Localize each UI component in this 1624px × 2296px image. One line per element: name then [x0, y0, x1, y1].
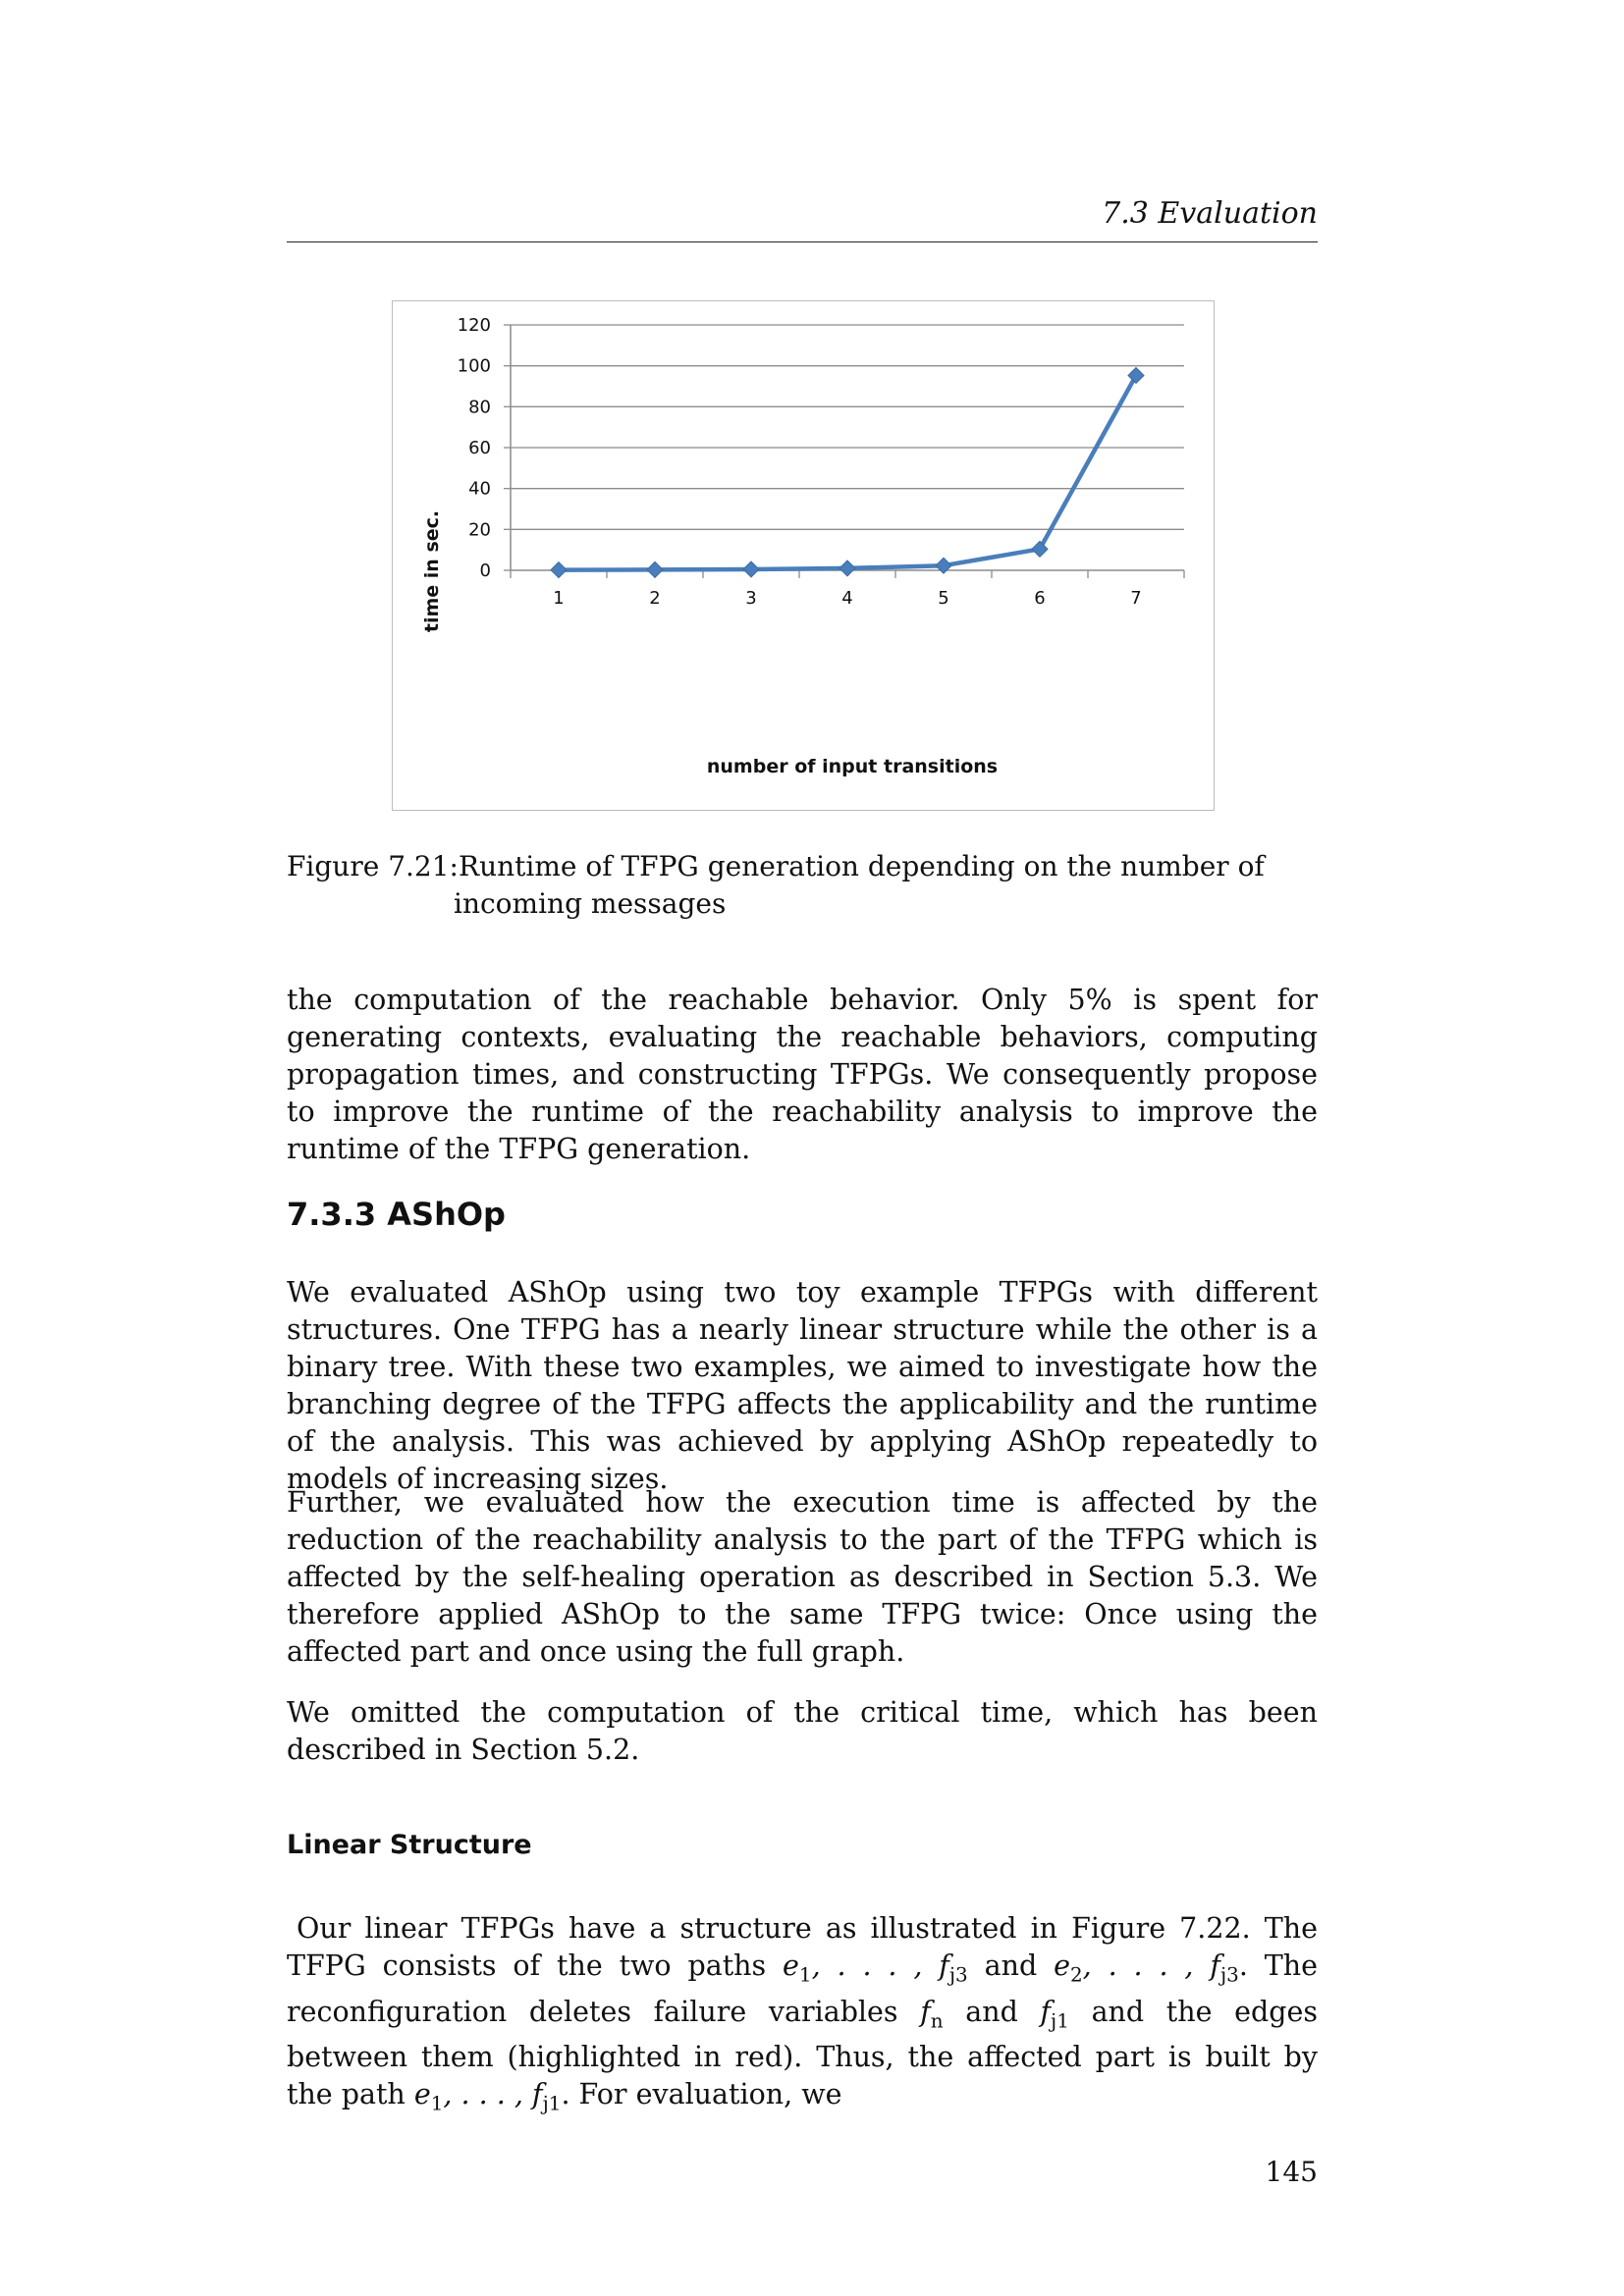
paragraph-linear-structure — [287, 1910, 1318, 2122]
math-e1: e — [783, 1949, 799, 1982]
data-point-1 — [551, 562, 567, 578]
data-point-2 — [647, 561, 663, 577]
math-e1-path-sub: 1 — [430, 2092, 444, 2116]
math-fj3-sub: j3 — [948, 1962, 968, 1987]
math-e1-sub: 1 — [798, 1962, 812, 1987]
paragraph-ashop-intro: We evaluated AShOp using two toy example TFPGs with different structures. One TFPG has a nearly linear structure while the other is a binary tree. With these two examples, we aimed to investigate how the branching degree of the TFPG affects the applicability and the runtime of the analysis. This was achieved by applying AShOp repeatedly to models of increasing sizes. — [287, 1276, 1318, 1495]
p5-text-e: and the edges between them (highlighted in red). Thus, the affected part is built by the path — [287, 1995, 1318, 2111]
chart-series — [551, 367, 1144, 577]
data-point-5 — [936, 558, 951, 573]
caption-text: Runtime of TFPG generation depending on the number of incoming messages — [454, 850, 1265, 920]
x-tick-label-7: 7 — [1130, 588, 1142, 609]
running-header: 7.3 Evaluation — [1102, 196, 1318, 231]
x-tick-label-5: 5 — [938, 588, 949, 609]
y-tick-label-80: 80 — [468, 397, 491, 418]
header-rule — [287, 241, 1318, 242]
y-axis-label: time in sec. — [421, 509, 443, 633]
math-fj1: f — [1040, 1995, 1052, 2028]
y-tick-label-0: 0 — [479, 561, 491, 581]
math-fj3-second-sub: j3 — [1219, 1962, 1239, 1987]
paragraph-reachability: the computation of the reachable behavior. Only 5% is spent for generating contexts, evaluating the reachable behaviors, computing propagation times, and constructing TFPGs. We consequently propose to improve the runtime of the reachability analysis to improve the runtime of the TFPG generation. — [287, 984, 1318, 1165]
subsection-title: Linear Structure — [287, 1830, 532, 1860]
math-fj1-path: , . . . , f — [443, 2078, 543, 2111]
chart-axes — [458, 315, 1184, 609]
p5-text-b: and — [967, 1949, 1055, 1982]
chart-grid — [511, 325, 1184, 529]
p5-text-c: . The reconfiguration deletes failure variables — [287, 1949, 1318, 2028]
paragraph-execution-time: Further, we evaluated how the execution time is affected by the reduction of the reachability analysis to the part of the TFPG which is affected by the self-healing operation as described in Section 5.3. We therefore applied AShOp to the same TFPG twice: Once using the affected part and once using the full graph. — [287, 1486, 1318, 1668]
p5-text-d: and — [943, 1995, 1041, 2028]
math-fj3: , . . . , f — [811, 1949, 949, 1982]
y-tick-label-20: 20 — [468, 519, 491, 541]
x-tick-label-1: 1 — [553, 588, 565, 609]
y-tick-label-120: 120 — [457, 315, 491, 336]
chart-canvas — [393, 301, 1216, 812]
x-tick-label-6: 6 — [1034, 588, 1046, 609]
data-point-3 — [743, 561, 759, 577]
x-tick-label-2: 2 — [649, 588, 661, 609]
x-tick-label-4: 4 — [841, 588, 853, 609]
math-fn: f — [920, 1995, 931, 2028]
y-tick-label-100: 100 — [457, 355, 491, 377]
p5-text-a: Our linear TFPGs have a structure as illustrated in Figure 7.22. The TFPG consists of the two paths — [287, 1912, 1318, 1982]
math-fj1-path-sub: j1 — [542, 2092, 562, 2116]
section-title: 7.3.3 AShOp — [287, 1196, 506, 1233]
x-axis-label: number of input transitions — [706, 756, 999, 777]
math-fn-sub: n — [930, 2008, 944, 2033]
series-line — [559, 375, 1136, 569]
p5-text-f: . For evaluation, we — [561, 2078, 842, 2111]
caption-number: Figure 7.21: — [287, 850, 459, 882]
math-fj3-second: , . . . , f — [1082, 1949, 1220, 1982]
math-e2-sub: 2 — [1069, 1962, 1083, 1987]
y-tick-label-40: 40 — [468, 478, 491, 500]
y-tick-label-60: 60 — [468, 438, 491, 458]
runtime-chart — [392, 300, 1215, 811]
math-e2: e — [1054, 1949, 1070, 1982]
figure-caption — [287, 848, 1318, 923]
math-fj1-sub: j1 — [1051, 2008, 1069, 2033]
page-number: 145 — [1265, 2156, 1318, 2188]
x-tick-label-3: 3 — [745, 588, 757, 609]
data-point-4 — [839, 561, 855, 576]
math-e1-path: e — [413, 2078, 431, 2111]
paragraph-critical-time: We omitted the computation of the critical time, which has been described in Section 5.2. — [287, 1696, 1318, 1766]
